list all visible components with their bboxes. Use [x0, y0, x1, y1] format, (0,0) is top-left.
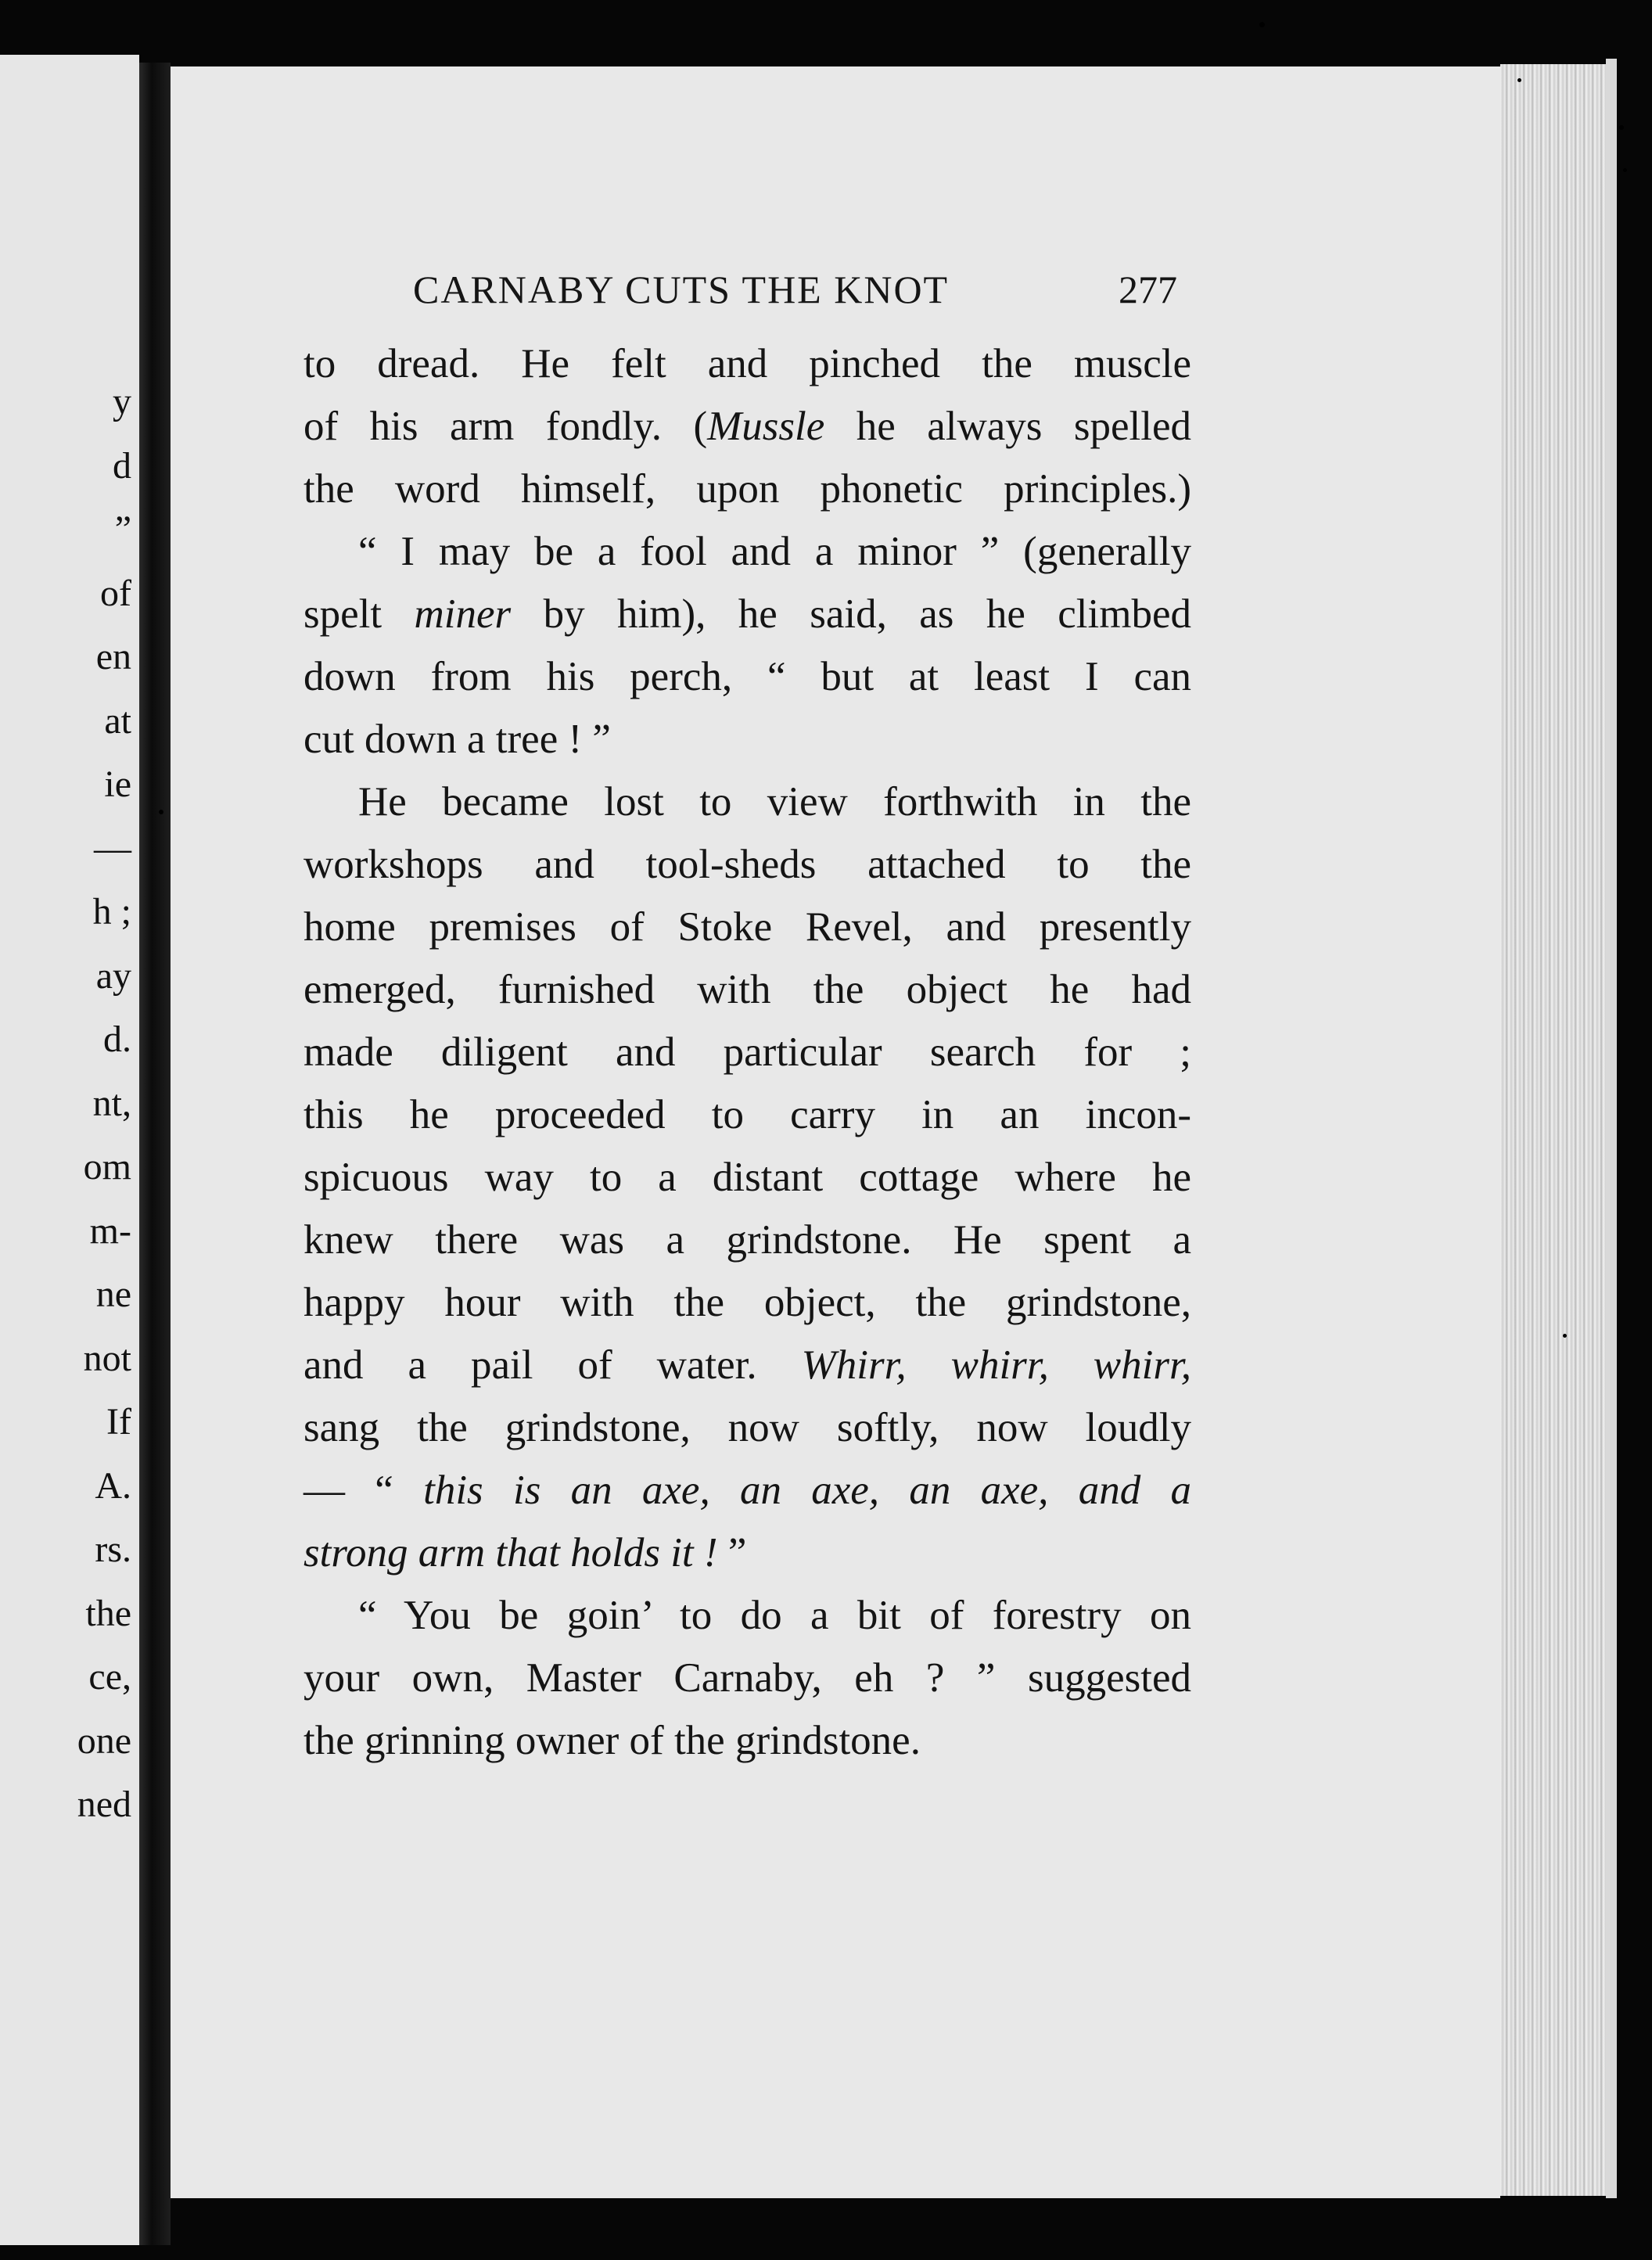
text-segment: the word himself, upon phonetic principles.)	[303, 466, 1191, 512]
previous-page-line-fragment: nt,	[92, 1082, 131, 1124]
text-segment: of his arm fondly. (	[303, 404, 708, 449]
text-line	[303, 1271, 1191, 1334]
previous-page-line-fragment: one	[77, 1719, 131, 1762]
text-segment: your own, Master Carnaby, eh ? ” suggested	[303, 1655, 1191, 1701]
text-segment: and a pail of water.	[303, 1342, 802, 1388]
italic-text: Whirr, whirr, whirr,	[801, 1342, 1191, 1388]
book-gutter	[139, 63, 171, 2245]
previous-page-line-fragment: ne	[95, 1274, 131, 1315]
text-line	[303, 1146, 1191, 1209]
previous-page-line-fragment: en	[95, 636, 131, 677]
italic-text: Mussle	[707, 404, 825, 449]
text-segment: knew there was a grindstone. He spent a	[303, 1217, 1191, 1263]
previous-page-line-fragment: —	[94, 827, 131, 869]
previous-page-line-fragment: ned	[77, 1784, 131, 1825]
scan-speck	[1259, 22, 1265, 27]
page-edge-rim	[1606, 59, 1617, 2198]
previous-page-line-fragment: d	[113, 444, 131, 487]
text-line	[303, 771, 1191, 833]
text-line	[303, 1522, 1191, 1584]
previous-page-line-fragment: If	[106, 1401, 131, 1443]
text-line	[303, 520, 1191, 583]
previous-page-line-fragment: at	[104, 699, 131, 742]
scan-speck	[1563, 1334, 1567, 1338]
text-segment: he always spelled	[824, 404, 1191, 449]
previous-page-line-fragment: rs.	[95, 1529, 131, 1570]
previous-page-line-fragment: A.	[95, 1464, 131, 1507]
text-line	[303, 332, 1191, 395]
text-line	[303, 833, 1191, 896]
text-segment: cut down a tree ! ”	[303, 717, 611, 762]
scan-speck	[1623, 168, 1627, 172]
previous-page-line-fragment: ie	[104, 764, 131, 805]
previous-page	[0, 55, 139, 2245]
italic-text: this is an axe, an axe, an axe, and a	[423, 1468, 1191, 1513]
text-segment: “ You be goin’ to do a bit of forestry on	[358, 1593, 1191, 1638]
text-line	[303, 1021, 1191, 1083]
text-segment: workshops and tool-sheds attached to the	[303, 842, 1191, 887]
text-segment: the grinning owner of the grindstone.	[303, 1718, 921, 1763]
previous-page-line-fragment: y	[113, 381, 131, 422]
text-segment: down from his perch, “ but at least I can	[303, 654, 1191, 699]
previous-page-line-fragment: ce,	[88, 1656, 131, 1698]
text-line	[303, 708, 1191, 771]
previous-page-line-fragment: ay	[95, 954, 131, 997]
text-segment: made diligent and particular search for ;	[303, 1029, 1191, 1075]
scan-speck	[1619, 125, 1624, 130]
text-line	[303, 1334, 1191, 1396]
text-segment: to dread. He felt and pinched the muscle	[303, 341, 1191, 386]
text-segment: happy hour with the object, the grindstone,	[303, 1280, 1191, 1325]
text-segment: home premises of Stoke Revel, and presently	[303, 904, 1191, 950]
previous-page-line-fragment: h ;	[92, 891, 131, 932]
text-segment: spicuous way to a distant cottage where he	[303, 1155, 1191, 1200]
text-segment: ”	[717, 1530, 747, 1576]
text-line	[303, 645, 1191, 708]
text-segment: spelt	[303, 591, 415, 637]
text-line	[303, 458, 1191, 520]
text-line	[303, 395, 1191, 458]
previous-page-line-fragment: d.	[103, 1019, 131, 1060]
page-number: 277	[1119, 268, 1177, 311]
text-segment: — “	[303, 1468, 424, 1513]
italic-text: strong arm that holds it !	[303, 1530, 718, 1576]
text-line	[303, 583, 1191, 645]
text-line	[303, 896, 1191, 958]
text-segment: this he proceeded to carry in an incon-	[303, 1092, 1191, 1137]
text-segment: emerged, furnished with the object he had	[303, 967, 1191, 1012]
running-head: CARNABY CUTS THE KNOT	[413, 268, 950, 311]
text-line	[303, 958, 1191, 1021]
text-segment: “ I may be a fool and a minor ” (generally	[358, 529, 1191, 574]
text-line	[303, 1083, 1191, 1146]
text-segment: by him), he said, as he climbed	[511, 591, 1191, 637]
text-line	[303, 1396, 1191, 1459]
text-line	[303, 1209, 1191, 1271]
scan-speck	[159, 810, 163, 814]
previous-page-line-fragment: m-	[89, 1209, 131, 1252]
previous-page-line-fragment: the	[85, 1592, 131, 1634]
page-edges	[1500, 64, 1606, 2196]
text-line	[303, 1459, 1191, 1522]
body-text	[303, 332, 1191, 1772]
scan-speck	[1517, 78, 1521, 82]
text-line	[303, 1709, 1191, 1772]
previous-page-line-fragment: of	[100, 572, 131, 614]
previous-page-line-fragment: ”	[114, 508, 131, 550]
italic-text: miner	[414, 591, 512, 637]
previous-page-line-fragment: om	[83, 1146, 131, 1187]
previous-page-line-fragment: not	[83, 1337, 131, 1379]
text-segment: He became lost to view forthwith in the	[358, 779, 1191, 825]
text-segment: sang the grindstone, now softly, now loudly	[303, 1405, 1191, 1450]
text-line	[303, 1647, 1191, 1709]
text-line	[303, 1584, 1191, 1647]
